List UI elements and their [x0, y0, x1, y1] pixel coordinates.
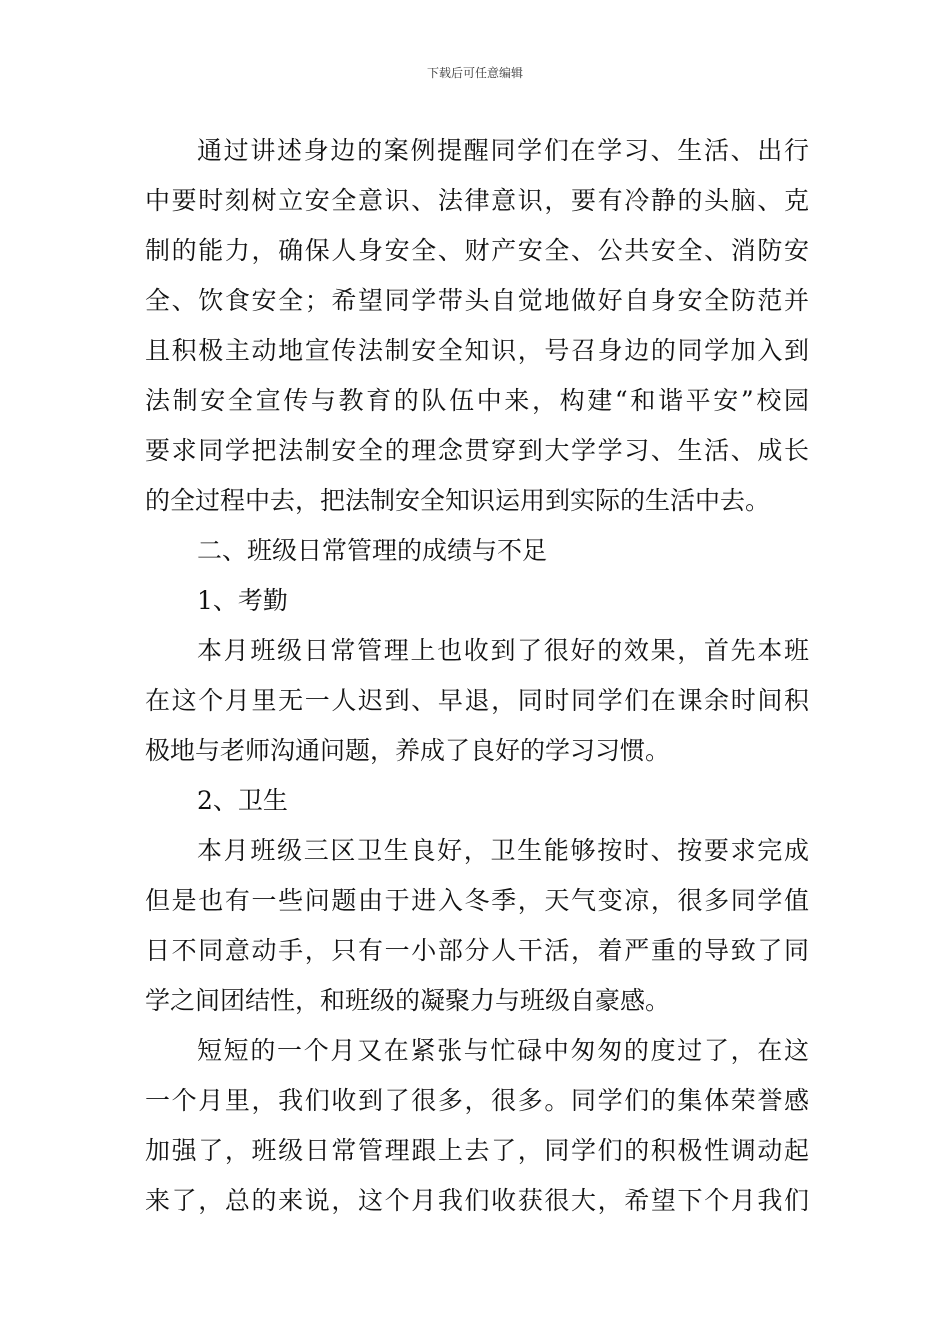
text-line: 制的能力，确保人身安全、财产安全、公共安全、消防安 — [145, 236, 809, 265]
text-line: 的全过程中去，把法制安全知识运用到实际的生活中去。 — [145, 486, 771, 515]
text-line: 来了，总的来说，这个月我们收获很大，希望下个月我们 — [145, 1186, 809, 1215]
text-line: 中要时刻树立安全意识、法律意识，要有冷静的头脑、克 — [145, 186, 809, 215]
text-line: 日不同意动手，只有一小部分人干活，着严重的导致了同 — [145, 936, 809, 965]
text-line: 1、考勤 — [197, 586, 288, 615]
text-line: 要求同学把法制安全的理念贯穿到大学学习、生活、成长 — [145, 436, 809, 465]
page-header: 下载后可任意编辑 — [426, 66, 523, 80]
text-line: 但是也有一些问题由于进入冬季，天气变凉，很多同学值 — [145, 886, 809, 915]
text-lines — [145, 126, 809, 1226]
text-line: 极地与老师沟通问题，养成了良好的学习习惯。 — [145, 736, 671, 765]
text-line: 一个月里，我们收到了很多，很多。同学们的集体荣誉感 — [145, 1086, 809, 1115]
text-line: 短短的一个月又在紧张与忙碌中匆匆的度过了，在这 — [197, 1036, 809, 1065]
text-line: 全、饮食安全；希望同学带头自觉地做好自身安全防范并 — [145, 286, 809, 315]
text-line: 且积极主动地宣传法制安全知识，号召身边的同学加入到 — [145, 336, 809, 365]
text-line: 2、卫生 — [197, 786, 288, 815]
text-line: 通过讲述身边的案例提醒同学们在学习、生活、出行 — [197, 136, 809, 165]
text-line: 本月班级三区卫生良好，卫生能够按时、按要求完成 — [197, 836, 809, 865]
text-line: 加强了，班级日常管理跟上去了，同学们的积极性调动起 — [145, 1136, 809, 1165]
text-line: 法制安全宣传与教育的队伍中来，构建“和谐平安”校园 — [145, 386, 809, 415]
text-line: 本月班级日常管理上也收到了很好的效果，首先本班 — [197, 636, 809, 665]
document-body — [145, 126, 809, 1226]
text-line: 学之间团结性，和班级的凝聚力与班级自豪感。 — [145, 986, 671, 1015]
text-line: 二、班级日常管理的成绩与不足 — [197, 536, 548, 565]
text-line: 在这个月里无一人迟到、早退，同时同学们在课余时间积 — [145, 686, 809, 715]
